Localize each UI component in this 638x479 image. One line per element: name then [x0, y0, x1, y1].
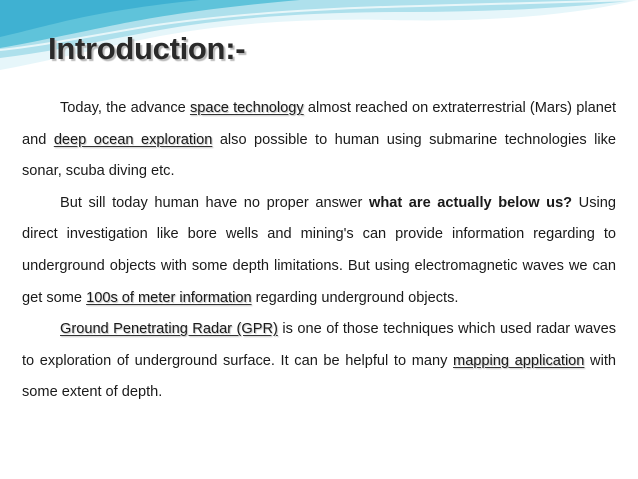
- text-run: is one of those techniques which used radar waves to exploration of underground surface. It can be helpful to many: [22, 321, 616, 369]
- keyword-100s-of-meter-information: 100s of meter information: [86, 289, 252, 306]
- text-run: Today, the advance: [60, 100, 190, 116]
- keyword-mapping-application: mapping application: [453, 352, 585, 369]
- paragraph-2: [22, 188, 616, 314]
- text-run: with some extent of depth.: [22, 352, 616, 401]
- keyword-deep-ocean-exploration: deep ocean exploration: [53, 131, 213, 148]
- question-emphasis: what are actually below us?: [368, 194, 573, 211]
- paragraph-3: [22, 314, 616, 409]
- slide-body: [22, 93, 616, 409]
- text-run: almost reached on extraterrestrial (Mars) planet and: [22, 100, 616, 148]
- keyword-gpr: Ground Penetrating Radar (GPR): [60, 321, 278, 338]
- text-run: also possible to human using submarine technologies like sonar, scuba diving etc.: [22, 131, 617, 180]
- slide-title: Introduction:-: [48, 31, 246, 66]
- keyword-space-technology: space technology: [189, 100, 304, 116]
- paragraph-1: [22, 93, 616, 188]
- text-run: Using direct investigation like bore wells and mining's can provide information regarding to underground objects with some depth limitations. But using electromagnetic waves we can get some: [22, 194, 616, 306]
- text-run: regarding underground objects.: [251, 289, 459, 306]
- text-run: But sill today human have no proper answer: [60, 194, 369, 211]
